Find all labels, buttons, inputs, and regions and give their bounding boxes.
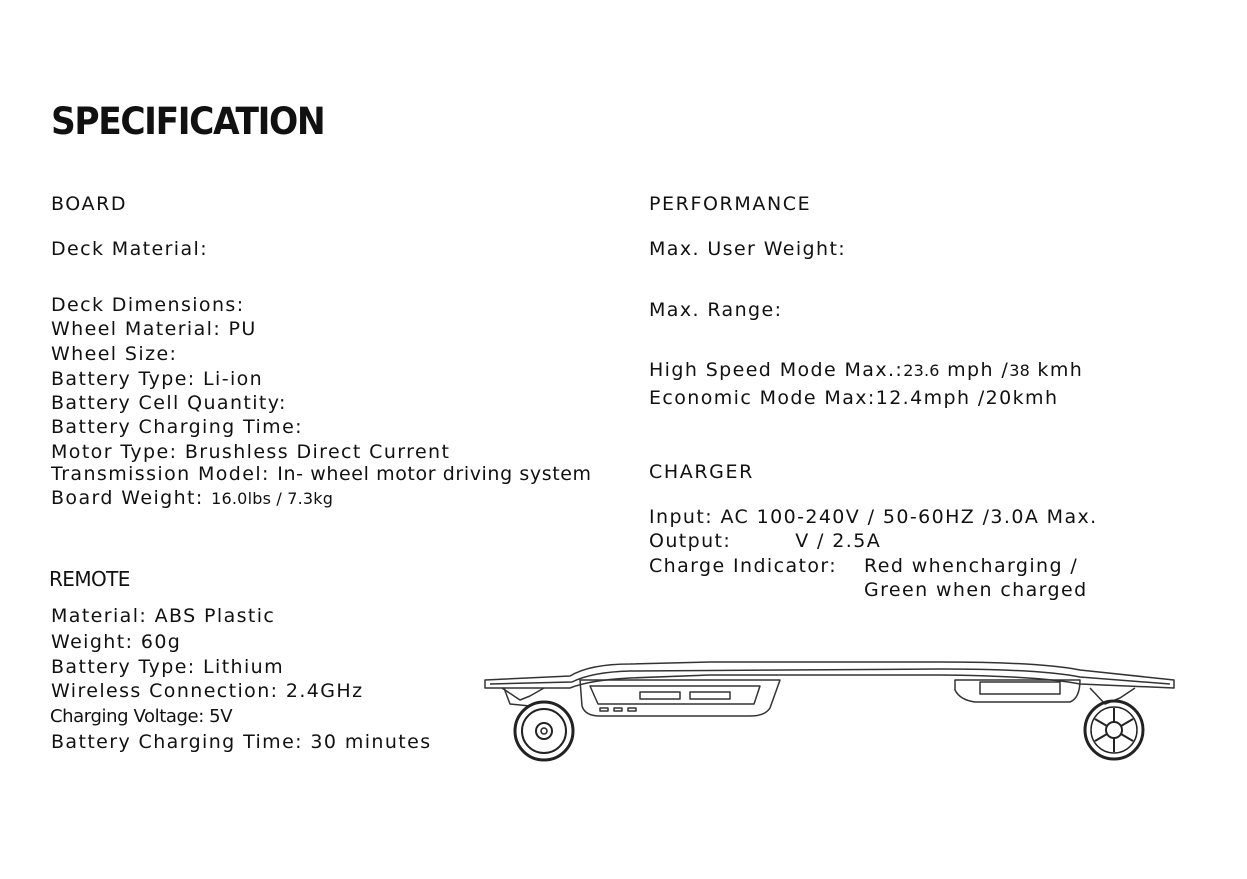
remote-heading: REMOTE	[49, 567, 130, 591]
deck-dimensions: Deck Dimensions:	[51, 294, 245, 316]
battery-cell-quantity: Battery Cell Quantity:	[51, 392, 287, 414]
high-speed-label: High Speed Mode Max.:	[649, 359, 904, 381]
charger-output	[649, 530, 881, 552]
economic-mode: Economic Mode Max:12.4mph /20kmh	[649, 387, 1059, 409]
charge-indicator-green: Green when charged	[864, 579, 1088, 601]
board-heading: BOARD	[51, 193, 128, 215]
output-label: Output:	[649, 530, 732, 552]
charger-input: Input: AC 100-240V / 50-60HZ /3.0A Max.	[649, 506, 1098, 528]
wheel-size: Wheel Size:	[51, 343, 178, 365]
rear-wheel	[515, 702, 573, 760]
charger-heading: CHARGER	[649, 461, 754, 483]
high-speed-unit: mph /	[947, 359, 1010, 381]
remote-battery-type: Battery Type: Lithium	[51, 656, 285, 678]
remote-weight: Weight: 60g	[51, 631, 182, 653]
board-weight-value: 16.0lbs / 7.3kg	[211, 489, 334, 508]
high-speed-kmh-unit: kmh	[1037, 359, 1084, 381]
electric-skateboard-illustration	[480, 650, 1180, 765]
motor-type: Motor Type: Brushless Direct Current	[51, 441, 451, 463]
front-wheel	[1085, 701, 1143, 759]
remote-charging-voltage: Charging Voltage: 5V	[50, 706, 233, 727]
max-range: Max. Range:	[649, 299, 783, 321]
high-speed-kmh-value: 38	[1009, 361, 1030, 380]
output-value: V / 2.5A	[795, 530, 882, 552]
remote-wireless: Wireless Connection: 2.4GHz	[51, 680, 364, 702]
page-title: SPECIFICATION	[51, 100, 325, 143]
high-speed-value: 23.6	[903, 361, 940, 380]
wheel-material: Wheel Material: PU	[51, 318, 257, 340]
board-weight	[51, 487, 333, 509]
transmission-model	[51, 463, 592, 485]
battery-type: Battery Type: Li-ion	[51, 368, 264, 390]
remote-material: Material: ABS Plastic	[51, 605, 276, 627]
max-user-weight: Max. User Weight:	[649, 238, 847, 260]
deck-material: Deck Material:	[51, 238, 208, 260]
battery-charging-time: Battery Charging Time:	[51, 416, 303, 438]
charge-indicator-label: Charge Indicator:	[649, 555, 838, 577]
high-speed-mode	[649, 359, 1083, 381]
front-controller	[955, 680, 1080, 702]
performance-heading: PERFORMANCE	[649, 193, 812, 215]
board-weight-label: Board Weight:	[51, 487, 204, 509]
remote-battery-charging-time: Battery Charging Time: 30 minutes	[51, 731, 432, 753]
transmission-value: In- wheel motor driving system	[277, 463, 592, 485]
transmission-label: Transmission Model:	[51, 463, 270, 485]
charge-indicator-red: Red whencharging /	[864, 555, 1079, 577]
